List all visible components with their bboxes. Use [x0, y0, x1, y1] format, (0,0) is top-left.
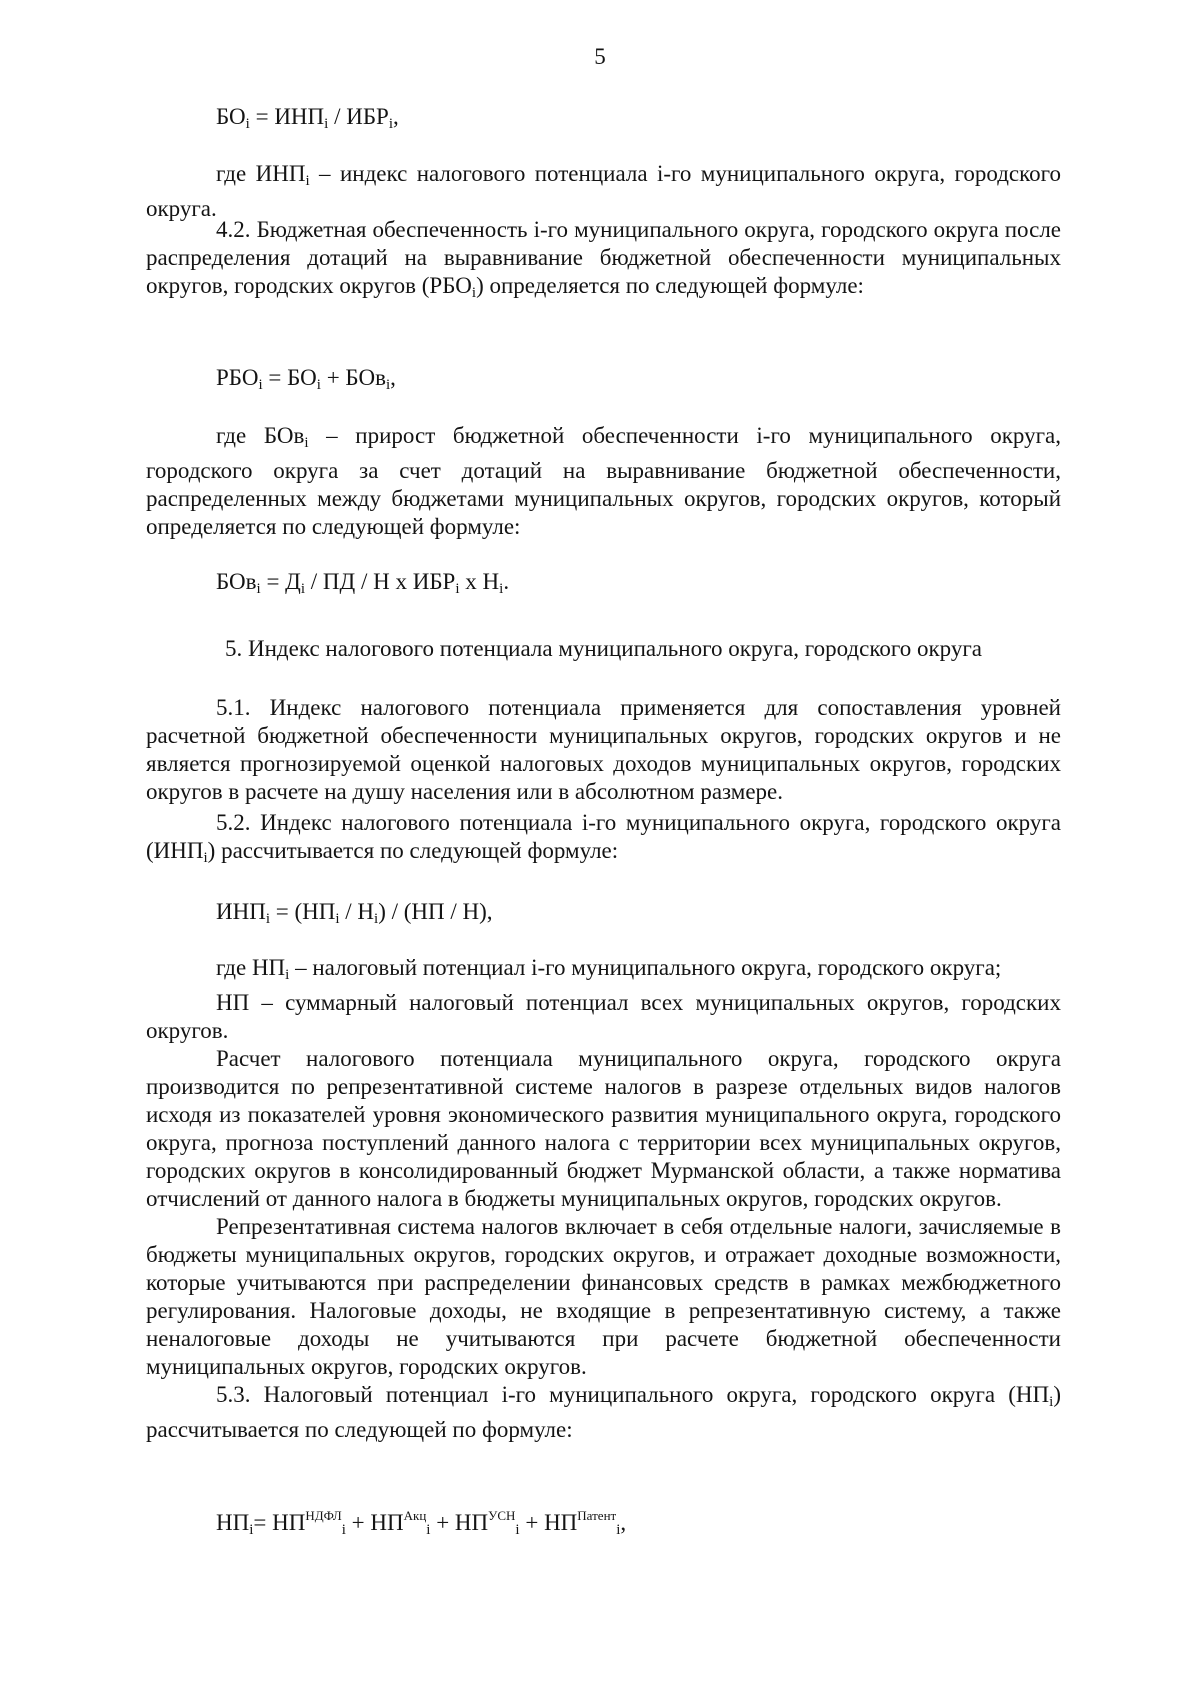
paragraph-5-3: 5.3. Налоговый потенциал i-го муниципального округа, городского округа $(НП_i)$ рассчитывается по следующей по формуле: [146, 1382, 1061, 1442]
formula-inp: $ИНП_i = (НП_i / Н_i) / (НП / Н)$, [216, 899, 493, 927]
formula-bov: $БОв_i = Д_i$ / ПД / Н х $ИБР_i$ х $Н_i$. [216, 569, 510, 597]
paragraph-5-2: 5.2. Индекс налогового потенциала i-го муниципального округа, городского округа $(ИНП_i)$ рассчитывается по следующей формуле: [146, 810, 1061, 866]
formula-bo: $БО_i = ИНП_i / ИБР_i$, [216, 104, 399, 132]
paragraph-representative-system: Репрезентативная система налогов включает в себя отдельные налоги, зачисляемые в бюджеты муниципальных округов, городских округов, и отражает доходные возможности, которые учитываются при распределении финансовых средств в рамках межбюджетного регулирования. Налоговые доходы, не входящие в репрезентативную систему, а также неналоговые доходы не учитываются при расчете бюджетной обеспеченности муниципальных округов, городских округов. [146, 1214, 1061, 1379]
formula-np: $НП_i= НП^{НДФЛ}_i + НП^{Акц}_i + НП^{УСН}_i + НП^{Патент}_i$, [216, 1508, 627, 1538]
paragraph-inp-definition: где $ИНП_i$ – индекс налогового потенциала i-го муниципального округа, городского округа. [146, 161, 1061, 221]
page-number: 5 [594, 44, 606, 69]
paragraph-np-definition: где $НП_i$ – налоговый потенциал i-го муниципального округа, городского округа; НП – суммарный налоговый потенциал всех муниципальных округов, городских округов. Расчет налогового потенциала муниципального округа, городского округа производится по репрезентативной системе налогов в разрезе отдельных видов налогов исходя из показателей уровня экономического развития муниципального округа, городского округа, прогноза поступлений данного налога с территории всех муниципальных округов, городских округов в консолидированный бюджет Мурманской области, а также норматива отчислений от данного налога в бюджеты муниципальных округов, городских округов. Репрезентативная система налогов включает в себя отдельные налоги, зачисляемые в бюджеты муниципальных округов, городских округов, и отражает доходные возможности, которые учитываются при распределении финансовых средств в рамках межбюджетного регулирования. Налоговые доходы, не входящие в репрезентативную систему, а также неналоговые доходы не учитываются при расчете бюджетной обеспеченности муниципальных округов, городских округов. 5.3. Налоговый потенциал i-го муниципального округа, городского округа $(НП_i)$ рассчитывается по следующей по формуле: [146, 955, 1061, 1442]
section-5-heading: 5. Индекс налогового потенциала муниципального округа, городского округа [225, 636, 982, 661]
formula-rbo: $РБО_i = БО_i + БОв_i$, [216, 365, 396, 393]
paragraph-5-1: 5.1. Индекс налогового потенциала применяется для сопоставления уровней расчетной бюджетной обеспеченности муниципальных округов, городских округов и не является прогнозируемой оценкой налоговых доходов муниципальных округов, городских округов в расчете на душу населения или в абсолютном размере. [146, 695, 1061, 804]
paragraph-bov-definition: где БОв$_i$ – прирост бюджетной обеспеченности i-го муниципального округа, городского округа за счет дотаций на выравнивание бюджетной обеспеченности, распределенных между бюджетами муниципальных округов, городских округов, который определяется по следующей формуле: [146, 423, 1061, 539]
paragraph-np-total: НП – суммарный налоговый потенциал всех муниципальных округов, городских округов. [146, 990, 1061, 1043]
paragraph-4-2: 4.2. Бюджетная обеспеченность i-го муниципального округа, городского округа после распределения дотаций на выравнивание бюджетной обеспеченности муниципальных округов, городских округов $(РБО_i)$ определяется по следующей формуле: [146, 217, 1061, 301]
paragraph-np-calculation: Расчет налогового потенциала муниципального округа, городского округа производится по репрезентативной системе налогов в разрезе отдельных видов налогов исходя из показателей уровня экономического развития муниципального округа, городского округа, прогноза поступлений данного налога с территории всех муниципальных округов, городских округов в консолидированный бюджет Мурманской области, а также норматива отчислений от данного налога в бюджеты муниципальных округов, городских округов. [146, 1046, 1061, 1211]
